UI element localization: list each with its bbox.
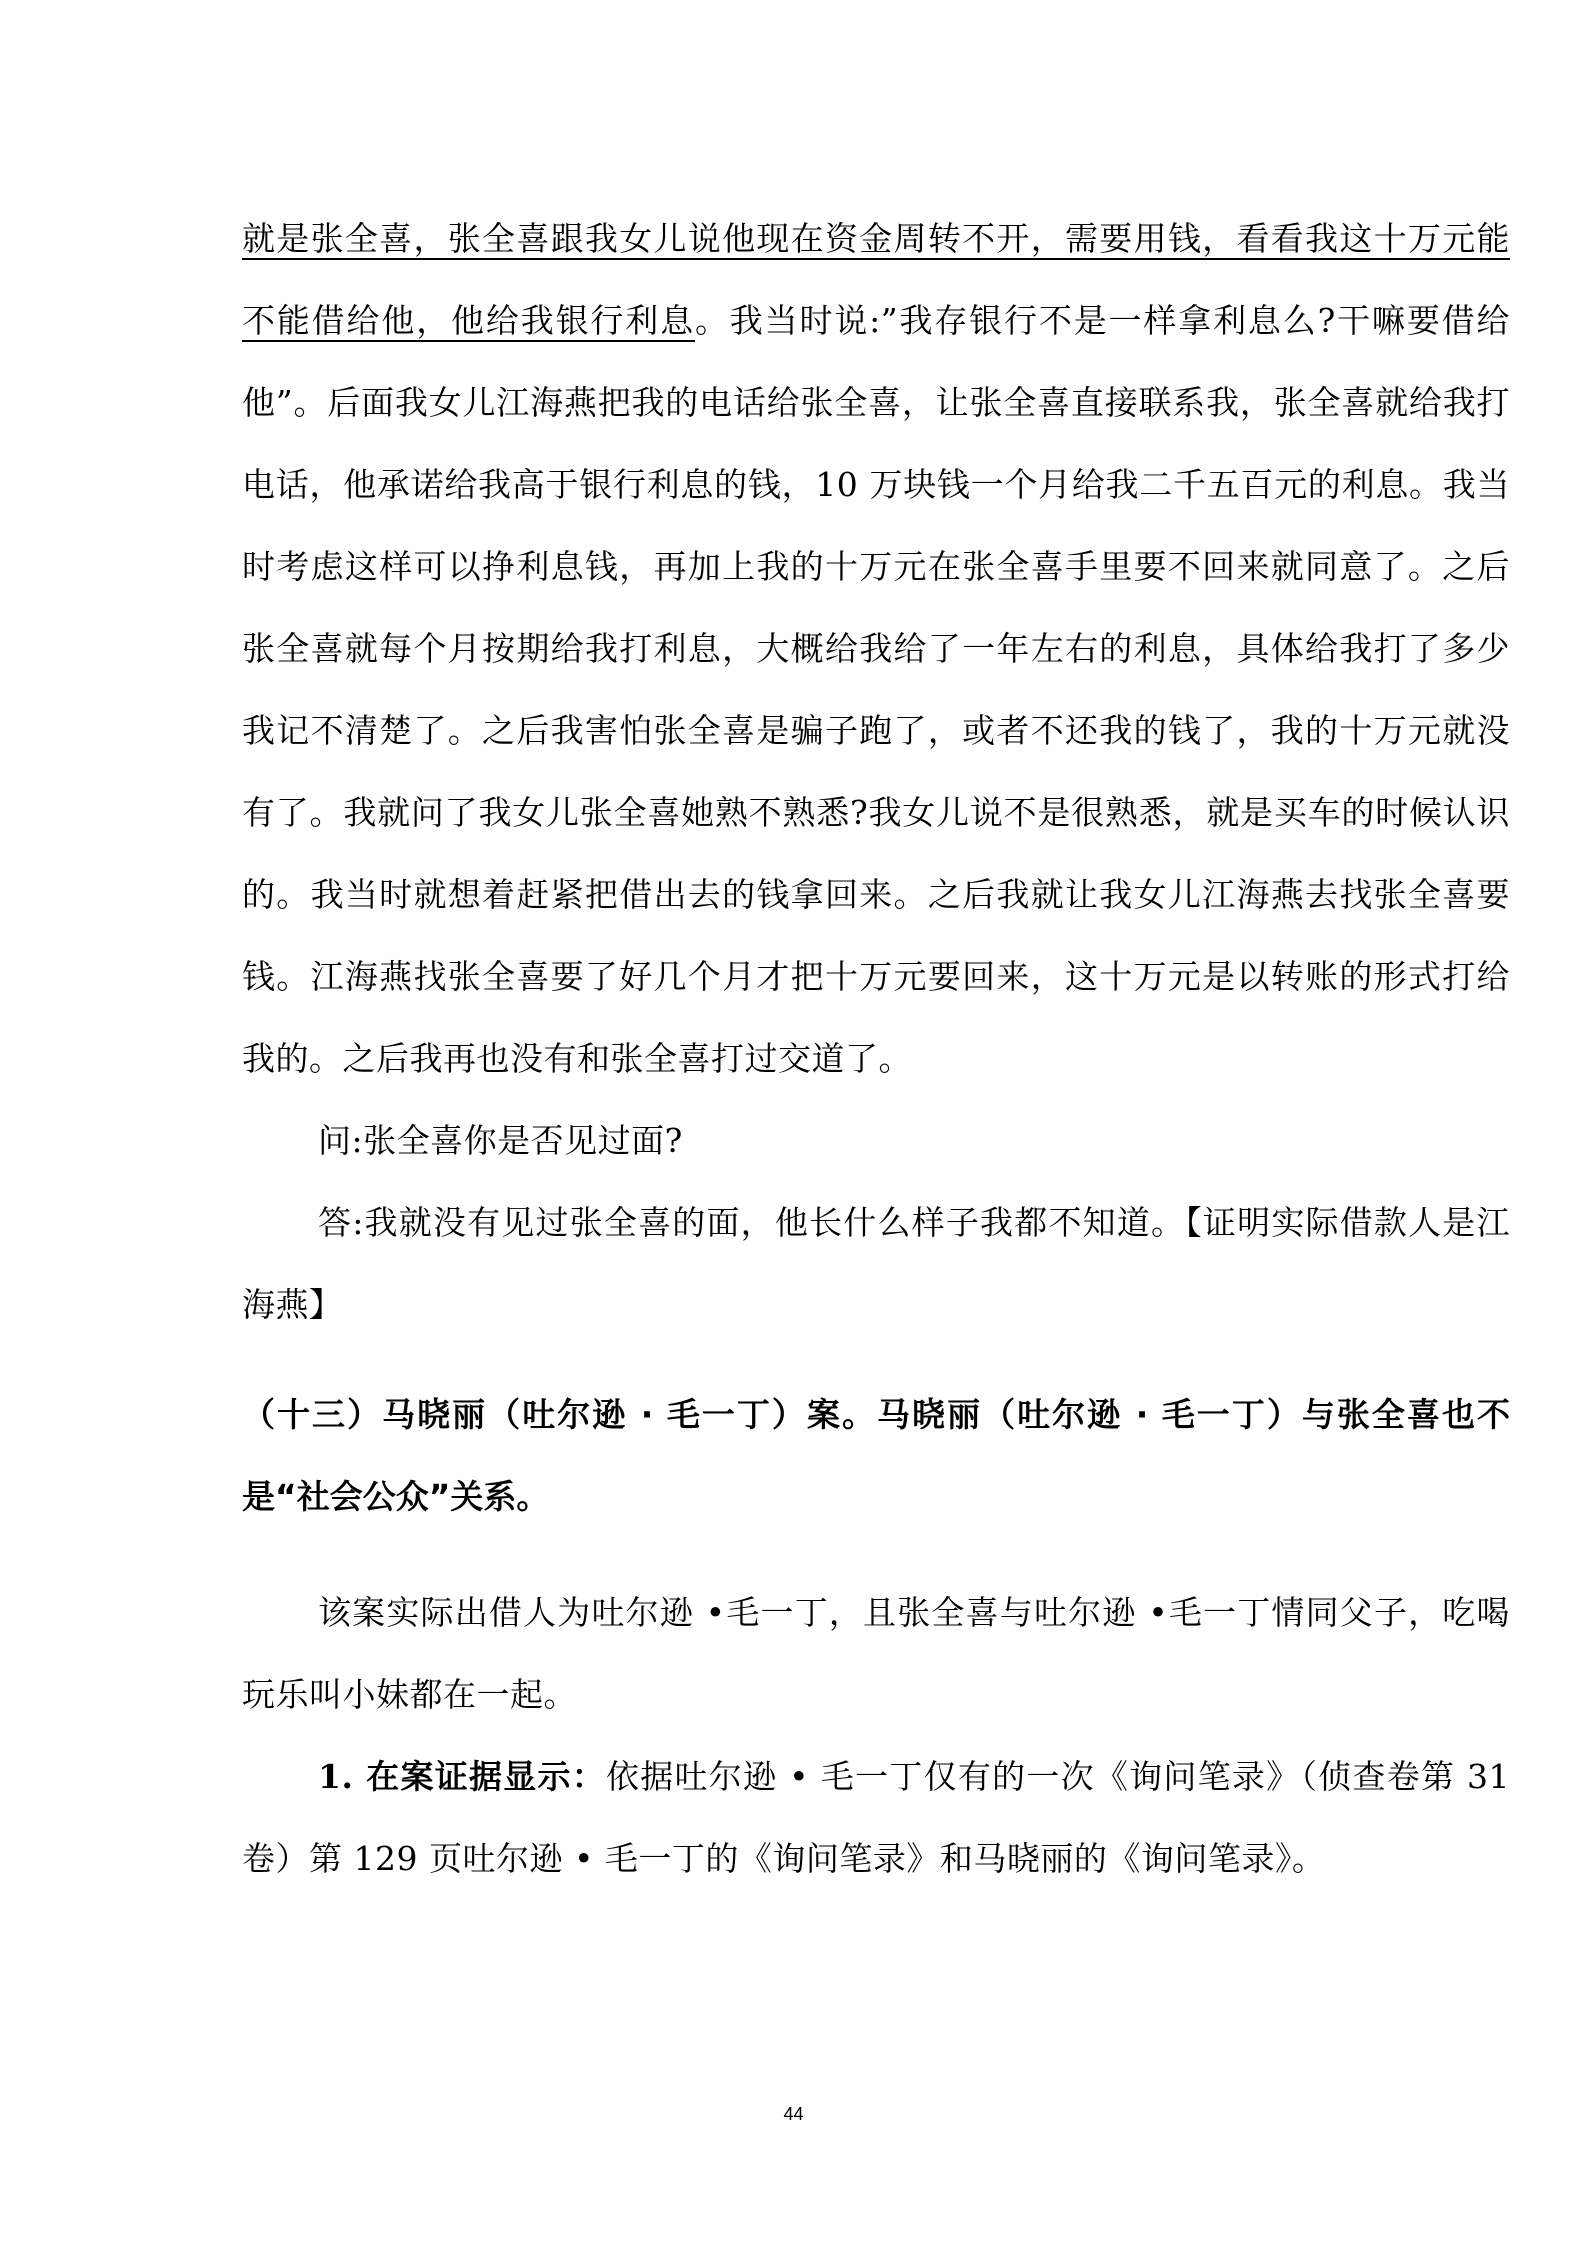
testimony-paragraph <box>242 198 1510 1100</box>
section-heading: （十三）马晓丽（吐尔逊 · 毛一丁）案。马晓丽（吐尔逊 · 毛一丁）与张全喜也不是“社会公众”关系。 <box>242 1395 1510 1516</box>
evidence-label: 1. 在案证据显示： <box>318 1757 607 1796</box>
question-line: 问:张全喜你是否见过面? <box>318 1121 683 1160</box>
document-body <box>242 198 1510 1900</box>
evidence-paragraph <box>242 1736 1510 1900</box>
evidence-text: 依据吐尔逊 • 毛一丁仅有的一次《询问笔录》（侦查卷第 31 卷）第 129 页吐尔逊 • 毛一丁的《询问笔录》和马晓丽的《询问笔录》。 <box>242 1757 1510 1878</box>
underlined-text: 就是张全喜，张全喜跟我女儿说他现在资金周转不开，需要用钱，看看我这十万元能不能借给他，他给我银行利息 <box>242 219 1510 340</box>
answer-line: 答:我就没有见过张全喜的面，他长什么样子我都不知道。【证明实际借款人是江海燕】 <box>242 1203 1510 1324</box>
paragraph-text: 。我当时说:”我存银行不是一样拿利息么?干嘛要借给他”。后面我女儿江海燕把我的电话给张全喜，让张全喜直接联系我，张全喜就给我打电话，他承诺给我高于银行利息的钱，10 万块钱一个月给我二千五百元的利息。我当时考虑这样可以挣利息钱，再加上我的十万元在张全喜手里要不回来就同意了。之后张全喜就每个月按期给我打利息，大概给我给了一年左右的利息，具体给我打了多少我记不清楚了。之后我害怕张全喜是骗子跑了，或者不还我的钱了，我的十万元就没有了。我就问了我女儿张全喜她熟不熟悉?我女儿说不是很熟悉，就是买车的时候认识的。我当时就想着赶紧把借出去的钱拿回来。之后我就让我女儿江海燕去找张全喜要钱。江海燕找张全喜要了好几个月才把十万元要回来，这十万元是以转账的形式打给我的。之后我再也没有和张全喜打过交道了。 <box>242 301 1511 1078</box>
page-number: 44 <box>783 2104 804 2124</box>
case-summary-paragraph: 该案实际出借人为吐尔逊 •毛一丁，且张全喜与吐尔逊 •毛一丁情同父子，吃喝玩乐叫小妹都在一起。 <box>242 1593 1510 1714</box>
